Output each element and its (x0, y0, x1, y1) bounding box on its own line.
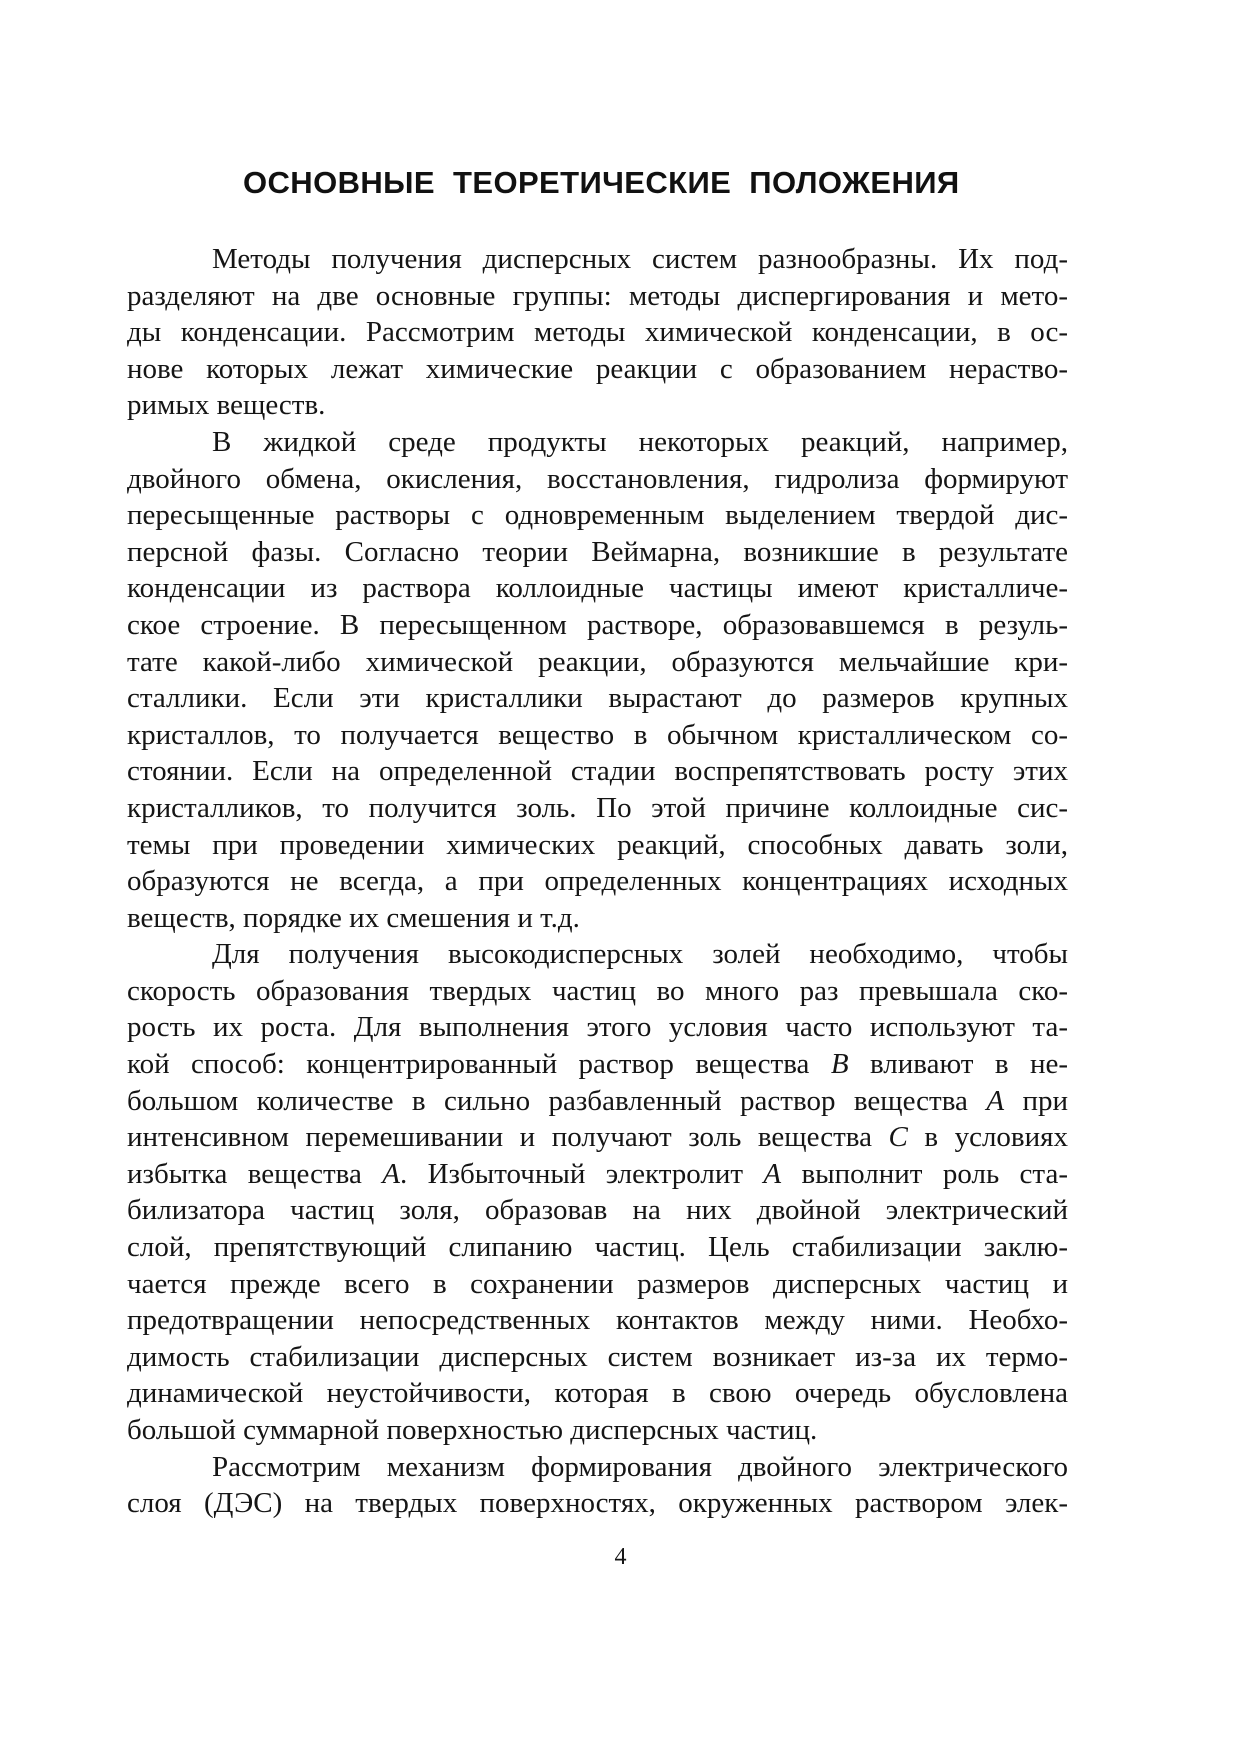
text-line: веществ, порядке их смешения и т.д. (127, 901, 580, 934)
text-line: большой суммарной поверхностью дисперсных частиц. (127, 1414, 818, 1446)
text-line: кристалликов, то получится золь. По этой причине коллоидные сис- (127, 791, 1068, 824)
text-line: образуются не всегда, а при определенных концентрациях исходных (127, 865, 1068, 898)
text-line: чается прежде всего в сохранении размеров дисперсных частиц и (127, 1267, 1068, 1300)
text-line: большом количестве в сильно разбавленный раствор вещества A при (127, 1084, 1068, 1117)
paragraph-double-layer (127, 1449, 1068, 1522)
text-line: стоянии. Если на определенной стадии воспрепятствовать росту этих (127, 755, 1068, 788)
text-line: ды конденсации. Рассмотрим методы химической конденсации, в ос- (127, 316, 1068, 349)
text-line: темы при проведении химических реакций, способных давать золи, (127, 828, 1068, 861)
text-line: кой способ: концентрированный раствор вещества B вливают в не- (127, 1048, 1068, 1081)
text-line: димость стабилизации дисперсных систем возникает из-за их термо- (127, 1340, 1068, 1373)
text-line: пересыщенные растворы с одновременным выделением твердой дис- (127, 499, 1068, 532)
text-line: динамической неустойчивости, которая в свою очередь обусловлена (127, 1377, 1068, 1410)
section-title: ОСНОВНЫЕ ТЕОРЕТИЧЕСКИЕ ПОЛОЖЕНИЯ (243, 165, 960, 200)
text-line: слой, препятствующий слипанию частиц. Цель стабилизации заклю- (127, 1231, 1068, 1264)
paragraph-weimarn-theory (127, 424, 1068, 936)
text-line: сталлики. Если эти кристаллики вырастают до размеров крупных (127, 682, 1068, 715)
text-line: избытка вещества A. Избыточный электролит A выполнит роль ста- (127, 1157, 1068, 1190)
body-text (127, 241, 1068, 1522)
text-line: нове которых лежат химические реакции с образованием нераство- (127, 352, 1068, 385)
text-line: предотвращении непосредственных контактов между ними. Необхо- (127, 1304, 1068, 1337)
paragraph-highly-dispersed-sols (127, 936, 1068, 1448)
text-line: интенсивном перемешивании и получают золь вещества C в условиях (127, 1121, 1068, 1154)
text-line: конденсации из раствора коллоидные частицы имеют кристалличе- (127, 572, 1068, 605)
text-line: В жидкой среде продукты некоторых реакций, например, (212, 425, 1068, 458)
text-line: билизатора частиц золя, образовав на них двойной электрический (127, 1194, 1068, 1227)
text-line: Для получения высокодисперсных золей необходимо, чтобы (212, 938, 1068, 971)
text-line: ское строение. В пересыщенном растворе, образовавшемся в резуль- (127, 608, 1068, 641)
paragraph-dispersion-methods (127, 241, 1068, 424)
text-line: тате какой-либо химической реакции, образуются мельчайшие кри- (127, 645, 1068, 678)
text-line: рость их роста. Для выполнения этого условия часто используют та- (127, 1011, 1068, 1044)
text-line: персной фазы. Согласно теории Веймарна, возникшие в результате (127, 535, 1068, 568)
text-line: кристаллов, то получается вещество в обычном кристаллическом со- (127, 718, 1068, 751)
text-line: Рассмотрим механизм формирования двойного электрического (212, 1450, 1068, 1483)
text-line: двойного обмена, окисления, восстановления, гидролиза формируют (127, 462, 1068, 495)
text-line: слоя (ДЭС) на твердых поверхностях, окруженных раствором элек- (127, 1487, 1068, 1520)
text-line: разделяют на две основные группы: методы диспергирования и мето- (127, 279, 1068, 312)
text-line: римых веществ. (127, 389, 326, 422)
text-line: Методы получения дисперсных систем разнообразны. Их под- (212, 243, 1068, 275)
page-number: 4 (614, 1544, 627, 1570)
text-line: скорость образования твердых частиц во много раз превышала ско- (127, 974, 1068, 1007)
